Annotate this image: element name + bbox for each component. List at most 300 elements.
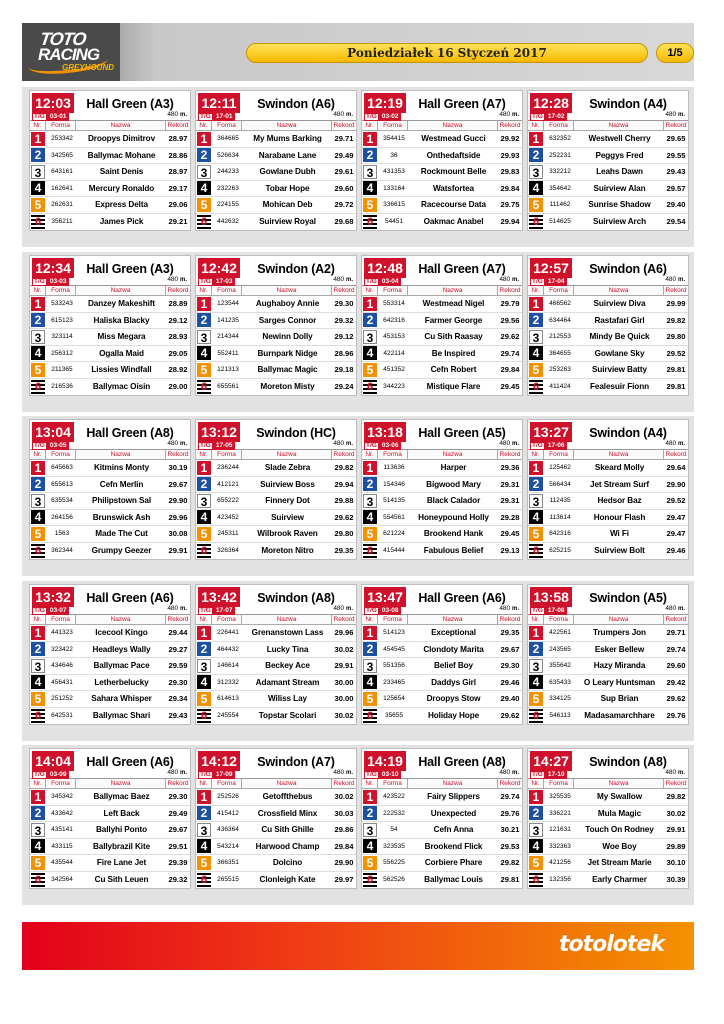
runner-record: 29.65 <box>666 134 686 144</box>
col-forma: Forma <box>544 779 574 788</box>
runner-name: Ballyhi Ponto <box>95 825 147 835</box>
runner-record: 29.56 <box>500 315 520 325</box>
runner-name: Burnpark Nidge <box>257 348 318 358</box>
runner-row <box>528 855 688 872</box>
runner-row <box>196 675 356 692</box>
tg-label: T/G <box>532 607 543 614</box>
runner-row <box>528 148 688 165</box>
runner-row <box>30 625 190 642</box>
trap-number: 3 <box>363 494 377 508</box>
runner-form: 614613 <box>217 695 239 703</box>
column-headers <box>30 286 190 296</box>
trap-number: 5 <box>529 856 543 870</box>
race-code <box>530 113 567 121</box>
trap-number: 1 <box>529 297 543 311</box>
distance-unit: m. <box>677 770 685 776</box>
runner-record: 29.62 <box>334 512 354 522</box>
runner-row <box>196 197 356 214</box>
runner-name: Rockmount Belle <box>420 167 487 177</box>
distance-unit: m. <box>179 277 187 283</box>
race-time: 13:12 <box>198 422 240 442</box>
runner-row <box>196 510 356 527</box>
runner-name: Cu Sith Ghille <box>261 825 314 835</box>
runner-name: Harper <box>440 463 467 473</box>
trap-number: 6 <box>529 544 543 558</box>
race-distance <box>167 605 187 612</box>
runner-record: 29.18 <box>334 365 354 375</box>
runner-record: 29.60 <box>334 183 354 193</box>
race-time: 13:27 <box>530 422 572 442</box>
trap-number: 5 <box>529 198 543 212</box>
race-card <box>29 255 191 396</box>
track-name: Hall Green (A8) <box>418 755 506 769</box>
distance-value: 480 <box>333 769 345 776</box>
race-header <box>196 256 356 286</box>
col-nazwa: Nazwa <box>76 615 166 624</box>
runner-record: 29.76 <box>666 711 686 721</box>
column-headers <box>362 779 522 789</box>
runner-form: 556225 <box>383 859 405 867</box>
runner-name: Suirview Boss <box>260 479 315 489</box>
race-time: 12:28 <box>530 93 572 113</box>
track-name: Swindon (A5) <box>589 591 667 605</box>
runner-row <box>30 477 190 494</box>
race-card <box>195 748 357 889</box>
runner-record: 29.72 <box>334 200 354 210</box>
runner-form: 132356 <box>549 876 571 884</box>
runner-form: 546113 <box>549 712 571 720</box>
race-code <box>530 771 567 779</box>
race-code-number: 03-06 <box>379 442 402 450</box>
race-header <box>30 420 190 450</box>
trap-number: 3 <box>363 165 377 179</box>
race-header <box>362 420 522 450</box>
runner-row <box>196 625 356 642</box>
col-nazwa: Nazwa <box>408 615 498 624</box>
race-card <box>361 584 523 725</box>
runner-form: 141235 <box>217 316 239 324</box>
runner-name: Corbiere Phare <box>424 858 483 868</box>
col-nazwa: Nazwa <box>242 779 332 788</box>
runner-row <box>362 493 522 510</box>
runner-name: My Mums Barking <box>253 134 322 144</box>
runner-record: 29.46 <box>500 677 520 687</box>
runner-record: 29.61 <box>334 167 354 177</box>
runner-row <box>362 642 522 659</box>
col-nazwa: Nazwa <box>242 615 332 624</box>
runner-name: Fire Lane Jet <box>96 858 147 868</box>
runner-row <box>196 872 356 889</box>
runner-name: Suirview Alan <box>593 183 646 193</box>
trap-number: 3 <box>197 823 211 837</box>
race-time: 12:34 <box>32 258 74 278</box>
runner-record: 29.06 <box>168 200 188 210</box>
runner-form: 364655 <box>549 349 571 357</box>
runner-form: 323114 <box>51 333 73 341</box>
runner-record: 29.81 <box>666 365 686 375</box>
runner-record: 30.08 <box>168 529 188 539</box>
runner-row <box>362 543 522 560</box>
runner-form: 112435 <box>549 497 571 505</box>
col-rekord: Rekord <box>499 451 521 458</box>
race-header <box>30 749 190 779</box>
runner-name: Trumpers Jon <box>593 628 646 638</box>
runner-row <box>362 313 522 330</box>
runner-name: Tobar Hope <box>265 183 310 193</box>
col-nazwa: Nazwa <box>408 450 498 459</box>
runner-form: 655561 <box>217 383 239 391</box>
runner-row <box>196 526 356 543</box>
runner-record: 29.36 <box>500 463 520 473</box>
trap-number: 5 <box>363 856 377 870</box>
trap-number: 4 <box>529 675 543 689</box>
col-rekord: Rekord <box>333 122 355 129</box>
race-header <box>30 585 190 615</box>
trap-number: 2 <box>197 477 211 491</box>
runner-name: Mistique Flare <box>426 382 481 392</box>
distance-unit: m. <box>345 770 353 776</box>
distance-unit: m. <box>345 606 353 612</box>
date-number: 16 <box>436 46 454 60</box>
runner-record: 30.00 <box>334 677 354 687</box>
runner-form: 133164 <box>383 184 405 192</box>
logo-text-greyhound: GREYHOUND <box>62 63 115 72</box>
runner-record: 29.76 <box>500 808 520 818</box>
runner-form: 642316 <box>549 530 571 538</box>
runner-form: 642531 <box>51 712 73 720</box>
race-time: 14:12 <box>198 751 240 771</box>
runner-row <box>196 658 356 675</box>
runner-form: 35655 <box>384 712 404 720</box>
race-code <box>198 607 235 615</box>
trap-number: 4 <box>363 839 377 853</box>
race-card <box>527 748 689 889</box>
runner-form: 224155 <box>217 201 239 209</box>
runner-record: 29.21 <box>168 217 188 227</box>
runner-record: 29.34 <box>168 694 188 704</box>
trap-number: 1 <box>31 461 45 475</box>
race-code-number: 17-09 <box>213 771 236 779</box>
runner-record: 28.97 <box>168 167 188 177</box>
track-name: Swindon (A2) <box>257 262 335 276</box>
runner-form: 1563 <box>54 530 70 538</box>
runner-row <box>30 658 190 675</box>
race-code-number: 17-01 <box>213 113 236 121</box>
trap-number: 6 <box>31 544 45 558</box>
runner-name: Mula Magic <box>597 808 642 818</box>
runner-row <box>196 362 356 379</box>
runner-form: 236244 <box>217 464 239 472</box>
distance-unit: m. <box>677 606 685 612</box>
runner-name: Cefn Merlin <box>99 479 144 489</box>
trap-number: 6 <box>529 873 543 887</box>
runner-name: James Pick <box>99 217 144 227</box>
runner-row <box>528 493 688 510</box>
runner-name: Moreton Misty <box>260 382 315 392</box>
race-distance <box>333 276 353 283</box>
runner-form: 265515 <box>217 876 239 884</box>
runner-form: 345342 <box>51 793 73 801</box>
runner-record: 29.43 <box>666 167 686 177</box>
runner-name: Ballymac Pace <box>93 661 150 671</box>
runner-form: 146614 <box>217 662 239 670</box>
trap-number: 2 <box>529 313 543 327</box>
runner-row <box>362 164 522 181</box>
runner-name: Cu Sith Raasay <box>424 332 483 342</box>
runner-form: 252231 <box>549 151 571 159</box>
runner-row <box>30 181 190 198</box>
col-nr: Nr. <box>30 121 46 130</box>
distance-value: 480 <box>665 276 677 283</box>
runner-form: 36 <box>390 151 398 159</box>
runner-row <box>30 691 190 708</box>
runner-form: 256312 <box>51 349 73 357</box>
trap-number: 5 <box>529 527 543 541</box>
trap-number: 4 <box>31 839 45 853</box>
runner-form: 533243 <box>51 300 73 308</box>
race-code-number: 03-08 <box>379 607 402 615</box>
runner-name: Cu Sith Leuen <box>94 875 149 885</box>
runner-record: 29.83 <box>500 167 520 177</box>
runner-record: 29.55 <box>666 150 686 160</box>
runner-row <box>528 872 688 889</box>
runner-row <box>30 379 190 396</box>
runner-name: Aughaboy Annie <box>255 299 320 309</box>
runner-form: 441323 <box>51 629 73 637</box>
runner-row <box>196 181 356 198</box>
trap-number: 4 <box>31 346 45 360</box>
race-card <box>361 255 523 396</box>
runner-name: Clondoty Marita <box>423 644 484 654</box>
race-distance <box>499 769 519 776</box>
runner-record: 29.90 <box>168 496 188 506</box>
col-nazwa: Nazwa <box>242 121 332 130</box>
col-forma: Forma <box>544 450 574 459</box>
runner-name: Ballymac Oisin <box>92 382 151 392</box>
runner-name: Crossfield Minx <box>257 808 318 818</box>
runner-name: Rastafari Girl <box>594 315 645 325</box>
col-nr: Nr. <box>362 779 378 788</box>
runner-row <box>528 379 688 396</box>
race-code-number: 03-04 <box>379 278 402 286</box>
race-time: 12:03 <box>32 93 74 113</box>
runner-record: 29.62 <box>500 332 520 342</box>
runner-record: 29.05 <box>168 348 188 358</box>
track-name: Hall Green (A8) <box>86 426 174 440</box>
race-time: 12:11 <box>198 93 240 113</box>
runner-record: 29.43 <box>168 711 188 721</box>
race-code-number: 17-04 <box>545 278 568 286</box>
column-headers <box>362 121 522 131</box>
runner-name: O Leary Huntsman <box>583 677 656 687</box>
trap-number: 3 <box>529 330 543 344</box>
runner-record: 29.81 <box>666 382 686 392</box>
runner-name: Peggys Fred <box>595 150 644 160</box>
runner-form: 355642 <box>549 662 571 670</box>
runner-record: 29.91 <box>168 546 188 556</box>
runner-record: 29.90 <box>666 479 686 489</box>
runner-name: Touch On Rodney <box>585 825 654 835</box>
runner-row <box>196 493 356 510</box>
runner-name: Woe Boy <box>602 841 637 851</box>
race-code <box>530 278 567 286</box>
runner-name: Leahs Dawn <box>596 167 643 177</box>
trap-number: 1 <box>363 461 377 475</box>
trap-number: 2 <box>363 806 377 820</box>
race-code-number: 17-03 <box>213 278 236 286</box>
race-code <box>364 771 401 779</box>
race-code <box>198 113 235 121</box>
runner-row <box>362 658 522 675</box>
race-header <box>528 91 688 121</box>
col-rekord: Rekord <box>167 451 189 458</box>
trap-number: 3 <box>363 659 377 673</box>
tg-label: T/G <box>532 442 543 449</box>
runner-form: 211365 <box>51 366 73 374</box>
runner-record: 28.96 <box>334 348 354 358</box>
race-code <box>364 607 401 615</box>
trap-number: 4 <box>197 510 211 524</box>
runner-form: 514123 <box>383 629 405 637</box>
race-code <box>32 113 69 121</box>
runner-row <box>196 164 356 181</box>
runner-row <box>196 855 356 872</box>
col-forma: Forma <box>46 450 76 459</box>
runner-form: 245311 <box>217 530 239 538</box>
runner-row <box>196 214 356 231</box>
distance-unit: m. <box>179 112 187 118</box>
runner-form: 253342 <box>51 135 73 143</box>
runner-form: 344223 <box>383 383 405 391</box>
runner-name: Jet Stream Surf <box>589 479 650 489</box>
column-headers <box>30 121 190 131</box>
runner-record: 29.27 <box>168 644 188 654</box>
runner-form: 252526 <box>217 793 239 801</box>
col-rekord: Rekord <box>167 122 189 129</box>
runner-row <box>196 708 356 725</box>
runner-record: 29.82 <box>666 792 686 802</box>
runner-form: 415444 <box>383 547 405 555</box>
runner-name: Finnery Dot <box>265 496 310 506</box>
trap-number: 4 <box>197 839 211 853</box>
runner-record: 29.90 <box>334 858 354 868</box>
race-distance <box>499 276 519 283</box>
runner-name: Made The Cut <box>95 529 148 539</box>
runner-name: Ballybrazil Kite <box>92 841 151 851</box>
runner-form: 162641 <box>51 184 73 192</box>
runner-record: 29.28 <box>500 512 520 522</box>
runner-row <box>30 329 190 346</box>
trap-number: 4 <box>529 510 543 524</box>
runner-record: 28.93 <box>168 332 188 342</box>
col-forma: Forma <box>212 779 242 788</box>
race-card <box>195 90 357 231</box>
trap-number: 2 <box>363 313 377 327</box>
trap-number: 1 <box>31 132 45 146</box>
runner-row <box>528 789 688 806</box>
runner-record: 29.84 <box>334 841 354 851</box>
runner-form: 514625 <box>549 218 571 226</box>
race-code <box>32 607 69 615</box>
col-rekord: Rekord <box>499 122 521 129</box>
race-time: 12:19 <box>364 93 406 113</box>
col-nr: Nr. <box>528 615 544 624</box>
col-nazwa: Nazwa <box>574 450 664 459</box>
race-card <box>195 419 357 560</box>
column-headers <box>528 615 688 625</box>
runner-row <box>30 855 190 872</box>
race-card <box>195 584 357 725</box>
race-header <box>528 256 688 286</box>
col-forma: Forma <box>378 450 408 459</box>
runner-row <box>30 510 190 527</box>
runner-row <box>528 214 688 231</box>
runner-row <box>30 806 190 823</box>
runner-name: Skeard Molly <box>594 463 645 473</box>
trap-number: 2 <box>529 642 543 656</box>
race-code-number: 17-02 <box>545 113 568 121</box>
col-forma: Forma <box>46 121 76 130</box>
runner-record: 29.89 <box>666 841 686 851</box>
runner-name: Grenanstown Lass <box>251 628 324 638</box>
runner-name: Beckey Ace <box>265 661 310 671</box>
tg-label: T/G <box>532 113 543 120</box>
race-time: 12:57 <box>530 258 572 278</box>
trap-number: 4 <box>363 510 377 524</box>
runner-row <box>30 493 190 510</box>
race-header <box>30 91 190 121</box>
trap-number: 3 <box>31 659 45 673</box>
runner-name: Harwood Champ <box>255 841 320 851</box>
col-rekord: Rekord <box>665 780 687 787</box>
col-nazwa: Nazwa <box>76 779 166 788</box>
col-rekord: Rekord <box>167 287 189 294</box>
col-nazwa: Nazwa <box>408 779 498 788</box>
col-nazwa: Nazwa <box>242 286 332 295</box>
trap-number: 4 <box>197 181 211 195</box>
runner-row <box>362 839 522 856</box>
runner-form: 212553 <box>549 333 571 341</box>
runner-form: 222532 <box>383 809 405 817</box>
runner-name: Mindy Be Quick <box>589 332 650 342</box>
runner-row <box>362 460 522 477</box>
col-nr: Nr. <box>362 286 378 295</box>
col-nr: Nr. <box>30 615 46 624</box>
runner-name: Sup Brian <box>600 694 639 704</box>
runner-name: Wiliss Lay <box>268 694 307 704</box>
trap-number: 2 <box>31 806 45 820</box>
trap-number: 6 <box>363 215 377 229</box>
runner-row <box>362 855 522 872</box>
runner-name: Adamant Stream <box>255 677 320 687</box>
runner-form: 113614 <box>549 513 571 521</box>
runner-form: 243565 <box>549 645 571 653</box>
runner-record: 29.31 <box>500 496 520 506</box>
race-code-number: 17-10 <box>545 771 568 779</box>
runner-name: Suirview Arch <box>593 217 646 227</box>
runner-record: 29.54 <box>666 217 686 227</box>
col-nr: Nr. <box>362 121 378 130</box>
distance-unit: m. <box>511 112 519 118</box>
runner-row <box>30 460 190 477</box>
track-name: Swindon (A4) <box>589 97 667 111</box>
race-card <box>527 90 689 231</box>
runner-record: 29.81 <box>500 875 520 885</box>
runner-record: 29.80 <box>334 529 354 539</box>
race-code-number: 03-09 <box>47 771 70 779</box>
runner-record: 29.47 <box>666 529 686 539</box>
runner-name: Early Charmer <box>592 875 647 885</box>
